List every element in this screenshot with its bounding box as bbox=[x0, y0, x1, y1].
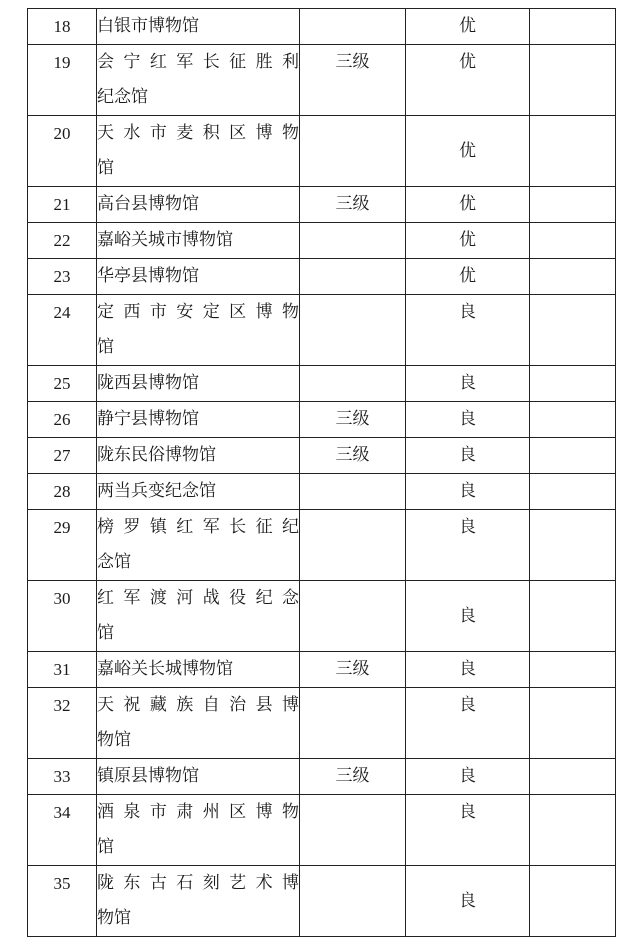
museum-rating: 良 bbox=[406, 295, 530, 366]
empty-cell bbox=[530, 187, 616, 223]
museum-name-line: 嘉峪关城市博物馆 bbox=[97, 230, 233, 250]
row-number: 24 bbox=[28, 295, 97, 366]
empty-cell bbox=[530, 688, 616, 759]
museum-level bbox=[300, 688, 406, 759]
empty-cell bbox=[530, 652, 616, 688]
museum-rating: 优 bbox=[406, 45, 530, 116]
empty-cell bbox=[530, 366, 616, 402]
empty-cell bbox=[530, 759, 616, 795]
row-number: 22 bbox=[28, 223, 97, 259]
table-row bbox=[28, 116, 616, 187]
museum-level bbox=[300, 295, 406, 366]
museum-rating: 优 bbox=[406, 187, 530, 223]
museum-name-line: 白银市博物馆 bbox=[97, 16, 199, 36]
table-row bbox=[28, 259, 616, 295]
row-number: 26 bbox=[28, 402, 97, 438]
table-row bbox=[28, 652, 616, 688]
row-number: 21 bbox=[28, 187, 97, 223]
museum-level: 三级 bbox=[300, 759, 406, 795]
table-row bbox=[28, 688, 616, 759]
museum-name bbox=[97, 187, 300, 223]
museum-name bbox=[97, 474, 300, 510]
table-row bbox=[28, 366, 616, 402]
empty-cell bbox=[530, 581, 616, 652]
table-row bbox=[28, 474, 616, 510]
museum-level bbox=[300, 223, 406, 259]
museum-name-line: 馆 bbox=[97, 837, 114, 857]
table-body bbox=[28, 9, 616, 937]
table-row bbox=[28, 438, 616, 474]
museum-level bbox=[300, 581, 406, 652]
museum-rating: 良 bbox=[406, 474, 530, 510]
table-row bbox=[28, 581, 616, 652]
museum-name-line: 酒泉市肃州区博物 bbox=[97, 802, 299, 822]
empty-cell bbox=[530, 9, 616, 45]
row-number: 30 bbox=[28, 581, 97, 652]
row-number: 25 bbox=[28, 366, 97, 402]
museum-level bbox=[300, 510, 406, 581]
museum-level: 三级 bbox=[300, 438, 406, 474]
row-number: 31 bbox=[28, 652, 97, 688]
museum-name-line: 馆 bbox=[97, 337, 114, 357]
museum-rating: 良 bbox=[406, 402, 530, 438]
museum-level bbox=[300, 116, 406, 187]
table-row bbox=[28, 45, 616, 116]
museum-name bbox=[97, 688, 300, 759]
empty-cell bbox=[530, 795, 616, 866]
museum-name bbox=[97, 45, 300, 116]
empty-cell bbox=[530, 223, 616, 259]
museum-name-line: 陇东古石刻艺术博 bbox=[97, 873, 299, 893]
museum-rating: 优 bbox=[406, 259, 530, 295]
museum-rating: 优 bbox=[406, 9, 530, 45]
museum-level bbox=[300, 9, 406, 45]
museum-name bbox=[97, 116, 300, 187]
table-row bbox=[28, 187, 616, 223]
museum-name-line: 红军渡河战役纪念 bbox=[97, 588, 299, 608]
museum-name-line: 物馆 bbox=[97, 730, 131, 750]
museum-name-line: 馆 bbox=[97, 158, 114, 178]
row-number: 29 bbox=[28, 510, 97, 581]
museum-name bbox=[97, 581, 300, 652]
table-row bbox=[28, 759, 616, 795]
museum-name bbox=[97, 402, 300, 438]
museum-rating-table bbox=[27, 8, 616, 937]
museum-level: 三级 bbox=[300, 187, 406, 223]
empty-cell bbox=[530, 116, 616, 187]
museum-rating: 良 bbox=[406, 866, 530, 937]
museum-name bbox=[97, 438, 300, 474]
museum-level: 三级 bbox=[300, 652, 406, 688]
museum-name-line: 定西市安定区博物 bbox=[97, 302, 299, 322]
museum-name-line: 念馆 bbox=[97, 552, 131, 572]
museum-name-line: 陇东民俗博物馆 bbox=[97, 445, 216, 465]
museum-rating: 良 bbox=[406, 652, 530, 688]
museum-name-line: 陇西县博物馆 bbox=[97, 373, 199, 393]
museum-name-line: 华亭县博物馆 bbox=[97, 266, 199, 286]
museum-name-line: 馆 bbox=[97, 623, 114, 643]
row-number: 34 bbox=[28, 795, 97, 866]
row-number: 33 bbox=[28, 759, 97, 795]
empty-cell bbox=[530, 402, 616, 438]
museum-name-line: 静宁县博物馆 bbox=[97, 409, 199, 429]
museum-level bbox=[300, 866, 406, 937]
museum-name bbox=[97, 652, 300, 688]
row-number: 18 bbox=[28, 9, 97, 45]
row-number: 32 bbox=[28, 688, 97, 759]
museum-name-line: 天祝藏族自治县博 bbox=[97, 695, 299, 715]
museum-name bbox=[97, 510, 300, 581]
museum-name bbox=[97, 366, 300, 402]
row-number: 28 bbox=[28, 474, 97, 510]
museum-name bbox=[97, 866, 300, 937]
museum-rating: 良 bbox=[406, 795, 530, 866]
table-row bbox=[28, 510, 616, 581]
museum-name bbox=[97, 295, 300, 366]
museum-name-line: 镇原县博物馆 bbox=[97, 766, 199, 786]
table-row bbox=[28, 795, 616, 866]
empty-cell bbox=[530, 259, 616, 295]
museum-name bbox=[97, 759, 300, 795]
table-row bbox=[28, 402, 616, 438]
museum-rating: 优 bbox=[406, 223, 530, 259]
museum-name bbox=[97, 795, 300, 866]
museum-name-line: 物馆 bbox=[97, 908, 131, 928]
museum-name-line: 嘉峪关长城博物馆 bbox=[97, 659, 233, 679]
empty-cell bbox=[530, 295, 616, 366]
museum-rating: 优 bbox=[406, 116, 530, 187]
museum-rating: 良 bbox=[406, 688, 530, 759]
table-row bbox=[28, 223, 616, 259]
row-number: 27 bbox=[28, 438, 97, 474]
museum-level bbox=[300, 474, 406, 510]
museum-name-line: 天水市麦积区博物 bbox=[97, 123, 299, 143]
row-number: 35 bbox=[28, 866, 97, 937]
table-row bbox=[28, 866, 616, 937]
row-number: 20 bbox=[28, 116, 97, 187]
empty-cell bbox=[530, 474, 616, 510]
museum-level bbox=[300, 259, 406, 295]
table-row bbox=[28, 295, 616, 366]
museum-rating: 良 bbox=[406, 581, 530, 652]
museum-name-line: 高台县博物馆 bbox=[97, 194, 199, 214]
museum-name bbox=[97, 9, 300, 45]
empty-cell bbox=[530, 45, 616, 116]
museum-rating: 良 bbox=[406, 510, 530, 581]
row-number: 19 bbox=[28, 45, 97, 116]
table-row bbox=[28, 9, 616, 45]
museum-level: 三级 bbox=[300, 45, 406, 116]
empty-cell bbox=[530, 510, 616, 581]
museum-rating: 良 bbox=[406, 759, 530, 795]
museum-name bbox=[97, 259, 300, 295]
museum-rating: 良 bbox=[406, 438, 530, 474]
empty-cell bbox=[530, 866, 616, 937]
empty-cell bbox=[530, 438, 616, 474]
museum-level: 三级 bbox=[300, 402, 406, 438]
museum-name-line: 榜罗镇红军长征纪 bbox=[97, 517, 299, 537]
museum-name-line: 纪念馆 bbox=[97, 87, 148, 107]
museum-name-line: 两当兵变纪念馆 bbox=[97, 481, 216, 501]
row-number: 23 bbox=[28, 259, 97, 295]
museum-level bbox=[300, 366, 406, 402]
museum-level bbox=[300, 795, 406, 866]
museum-rating: 良 bbox=[406, 366, 530, 402]
museum-name bbox=[97, 223, 300, 259]
museum-name-line: 会宁红军长征胜利 bbox=[97, 52, 299, 72]
